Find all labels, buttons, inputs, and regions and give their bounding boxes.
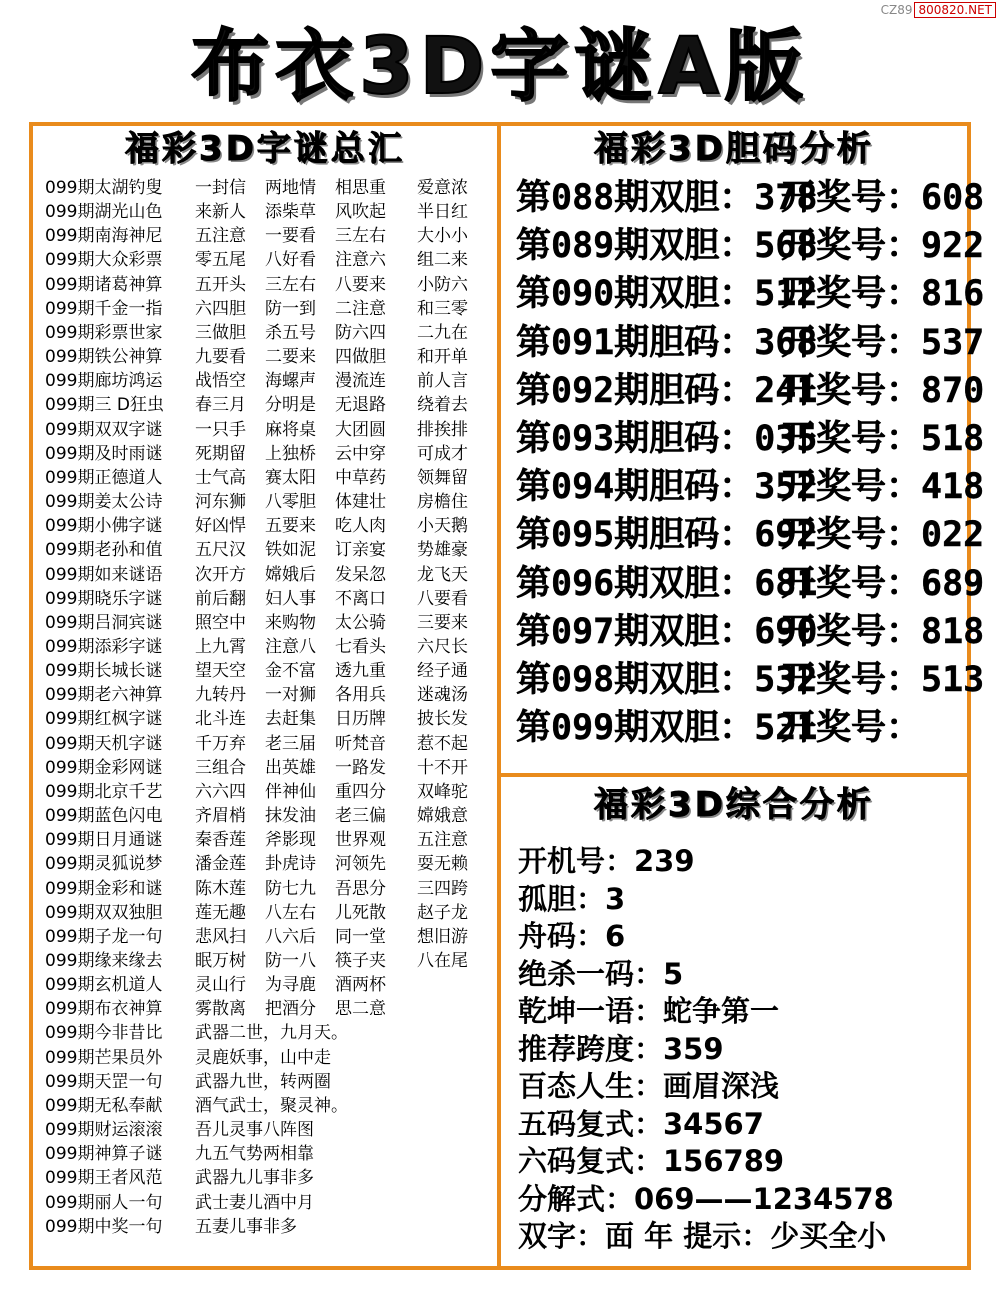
- riddle-row: [45, 490, 495, 514]
- riddle-clue: 漫流连: [335, 371, 386, 392]
- riddle-clue: 九转丹: [195, 685, 246, 706]
- riddle-clue: 吃人肉: [335, 516, 386, 537]
- dan-row: [516, 222, 985, 270]
- riddle-clue: 嫦娥后: [265, 564, 316, 585]
- riddle-clue: 老三届: [265, 733, 316, 754]
- riddle-clue: 出英雄: [265, 757, 316, 778]
- riddle-clue: 二九在: [417, 322, 468, 343]
- riddle-clue: 陈木莲: [195, 878, 246, 899]
- draw-result: 开奖号：689: [781, 563, 985, 604]
- riddle-row: [45, 997, 495, 1021]
- riddle-source: 099期千金一指: [45, 298, 163, 319]
- summary-item: 六码复式：156789: [518, 1144, 785, 1178]
- draw-result: 开奖号：: [781, 708, 922, 749]
- riddle-clue: 上九霄: [195, 636, 246, 657]
- summary-item: 分解式：069——1234578: [518, 1181, 894, 1216]
- watermark-prefix: CZ89: [880, 3, 913, 17]
- riddle-row: [45, 345, 495, 369]
- riddle-clue: 五注意: [417, 830, 468, 851]
- riddle-clue: 领舞留: [417, 467, 468, 488]
- riddle-clue: 和三零: [417, 298, 468, 319]
- riddle-clue: 嫦娥意: [417, 806, 468, 827]
- riddle-source: 099期缘来缘去: [45, 951, 163, 971]
- draw-result: 开奖号：816: [781, 274, 985, 315]
- dan-pick: 第095期胆码：692: [516, 515, 818, 556]
- riddle-clue: 吾思分: [335, 878, 386, 899]
- summary-item: 开机号：239: [518, 844, 695, 878]
- riddle-clue: 日历牌: [335, 709, 386, 730]
- dan-row: [516, 704, 966, 752]
- riddle-clue: 三左右: [265, 274, 316, 295]
- riddle-clue: 龙飞天: [417, 564, 468, 585]
- riddle-sentence: 武器九儿事非多: [195, 1168, 314, 1189]
- riddle-clue: 三做胆: [195, 322, 246, 343]
- riddle-clue: 八零胆: [265, 492, 316, 513]
- riddle-clue: 好凶悍: [195, 516, 246, 537]
- riddle-clue: 八好看: [265, 250, 316, 271]
- riddle-clue: 千万弃: [195, 733, 246, 754]
- riddle-clue: 十不开: [417, 757, 468, 778]
- riddle-clue: 太公骑: [335, 612, 386, 633]
- riddle-clue: 防六四: [335, 322, 386, 343]
- dan-row: [516, 415, 985, 463]
- riddle-source: 099期丽人一句: [45, 1192, 163, 1213]
- riddle-clue: 一要看: [265, 226, 316, 247]
- riddle-clue: 五开头: [195, 274, 246, 295]
- draw-result: 开奖号：418: [781, 467, 985, 508]
- riddle-clue: 防一到: [265, 298, 316, 319]
- riddle-row: [45, 804, 495, 828]
- summary-section-title: 福彩3D综合分析: [594, 785, 874, 825]
- riddle-sentence-row: [45, 1215, 495, 1239]
- riddle-clue: 士气高: [195, 467, 246, 488]
- riddle-clue: 排挨排: [417, 419, 468, 440]
- riddle-row: [45, 466, 495, 490]
- riddle-clue: 各用兵: [335, 685, 386, 706]
- riddle-clue: 组二来: [417, 250, 468, 271]
- riddle-clue: 潘金莲: [195, 854, 246, 875]
- vertical-divider: [497, 122, 501, 1270]
- riddle-source: 099期小佛字谜: [45, 516, 163, 537]
- riddle-clue: 北斗连: [195, 709, 246, 730]
- riddle-clue: 防七九: [265, 878, 316, 899]
- riddle-clue: 相思重: [335, 178, 386, 198]
- summary-item: 百态人生：画眉深浅: [518, 1069, 780, 1103]
- riddle-clue: 一封信: [195, 178, 246, 198]
- riddle-clue: 可成才: [417, 443, 468, 464]
- riddle-clue: 半日红: [417, 202, 468, 223]
- riddle-clue: 妇人事: [265, 588, 316, 609]
- riddle-row: [45, 393, 495, 417]
- riddle-source: 099期吕洞宾谜: [45, 612, 163, 633]
- riddle-clue: 四做胆: [335, 347, 386, 368]
- draw-result: 开奖号：518: [781, 419, 985, 460]
- riddle-clue: 前人言: [417, 371, 468, 392]
- dan-row: [516, 174, 985, 222]
- summary-list: [518, 843, 968, 1256]
- riddle-row: [45, 538, 495, 562]
- riddle-source: 099期金彩和谜: [45, 878, 163, 899]
- riddle-row: [45, 563, 495, 587]
- riddle-sentence: 武士妻儿酒中月: [195, 1192, 314, 1213]
- riddle-clue: 思二意: [335, 999, 386, 1020]
- riddle-clue: 赛太阳: [265, 467, 316, 488]
- riddle-source: 099期铁公神算: [45, 347, 163, 368]
- dan-row: [516, 560, 985, 608]
- riddle-clue: 势雄豪: [417, 540, 468, 561]
- riddle-clue: 秦香莲: [195, 830, 246, 851]
- riddle-row: [45, 442, 495, 466]
- riddle-source: 099期芒果员外: [45, 1047, 163, 1068]
- riddle-clue: 前后翻: [195, 588, 246, 609]
- riddle-source: 099期财运滚滚: [45, 1120, 163, 1141]
- riddle-clue: 次开方: [195, 564, 246, 585]
- dan-pick: 第090期双胆：512: [516, 274, 818, 315]
- draw-result: 开奖号：922: [781, 226, 985, 267]
- riddle-sentence: 九五气势两相靠: [195, 1144, 314, 1165]
- riddle-clue: 听梵音: [335, 733, 386, 754]
- watermark-site: 800820.NET: [914, 2, 996, 18]
- riddle-source: 099期诸葛神算: [45, 274, 163, 295]
- riddle-clue: 三四跨: [417, 878, 468, 899]
- riddle-source: 099期添彩字谜: [45, 636, 163, 657]
- riddle-row: [45, 659, 495, 683]
- riddle-row: [45, 418, 495, 442]
- riddle-clue: 分明是: [265, 395, 316, 416]
- riddle-clue: 铁如泥: [265, 540, 316, 561]
- riddle-source: 099期老孙和值: [45, 540, 163, 561]
- riddle-clue: 发呆忽: [335, 564, 386, 585]
- riddle-clue: 八要来: [335, 274, 386, 295]
- summary-item: 孤胆：3: [518, 881, 626, 916]
- riddle-row: [45, 877, 495, 901]
- riddle-clue: 二注意: [335, 298, 386, 319]
- riddle-clue: 注意八: [265, 636, 316, 657]
- riddle-clue: 三要来: [417, 612, 468, 633]
- riddle-source: 099期正德道人: [45, 467, 163, 488]
- riddle-clue: 来新人: [195, 202, 246, 223]
- riddle-clue: 无退路: [335, 395, 386, 416]
- draw-result: 开奖号：022: [781, 515, 985, 556]
- riddle-row: [45, 756, 495, 780]
- dan-pick: 第098期双胆：532: [516, 660, 818, 701]
- riddle-clue: 三左右: [335, 226, 386, 247]
- riddle-row: [45, 611, 495, 635]
- riddle-clue: 筷子夹: [335, 951, 386, 971]
- riddle-source: 099期红枫字谜: [45, 709, 163, 730]
- riddle-source: 099期湖光山色: [45, 202, 163, 223]
- riddle-clue: 五要来: [265, 516, 316, 537]
- dan-row: [516, 656, 985, 704]
- riddle-clue: 来购物: [265, 612, 316, 633]
- riddle-clue: 风吹起: [335, 202, 386, 223]
- riddle-clue: 六六四: [195, 781, 246, 802]
- riddle-source: 099期玄机道人: [45, 975, 163, 996]
- riddle-source: 099期长城长谜: [45, 661, 163, 682]
- horizontal-divider: [497, 773, 971, 777]
- riddle-clue: 三组合: [195, 757, 246, 778]
- riddle-clue: 二要来: [265, 347, 316, 368]
- riddle-row: [45, 780, 495, 804]
- riddle-clue: 大团圆: [335, 419, 386, 440]
- dan-pick: 第093期胆码：035: [516, 419, 818, 460]
- riddle-clue: 九要看: [195, 347, 246, 368]
- riddle-clue: 爱意浓: [417, 178, 468, 198]
- riddle-clue: 斧影现: [265, 830, 316, 851]
- riddle-clue: 和开单: [417, 347, 468, 368]
- riddle-row: [45, 925, 495, 949]
- dan-pick: 第094期胆码：352: [516, 467, 818, 508]
- riddle-source: 099期三 D狂虫: [45, 395, 164, 416]
- riddle-clue: 上独桥: [265, 443, 316, 464]
- riddle-clue: 透九重: [335, 661, 386, 682]
- riddle-row: [45, 901, 495, 925]
- page-title: 布衣3D字谜A版: [191, 22, 809, 112]
- riddle-clue: 杀五号: [265, 322, 316, 343]
- watermark: [881, 2, 996, 18]
- riddle-clue: 八要看: [417, 588, 468, 609]
- riddle-sentence: 武器二世，九月天。: [195, 1023, 348, 1044]
- riddle-section-title: 福彩3D字谜总汇: [125, 129, 405, 169]
- riddle-row: [45, 635, 495, 659]
- draw-result: 开奖号：608: [781, 178, 985, 218]
- riddle-row: [45, 224, 495, 248]
- riddle-source: 099期天机字谜: [45, 733, 163, 754]
- riddle-sentence: 灵鹿妖事，山中走: [195, 1047, 331, 1068]
- riddle-source: 099期如来谜语: [45, 564, 163, 585]
- riddle-source: 099期彩票世家: [45, 322, 163, 343]
- riddle-clue: 雾散离: [195, 999, 246, 1020]
- riddle-clue: 眠万树: [195, 951, 246, 971]
- riddle-clue: 悲风扫: [195, 926, 246, 947]
- riddle-clue: 注意六: [335, 250, 386, 271]
- dan-row: [516, 367, 985, 415]
- dan-pick: 第091期胆码：368: [516, 322, 818, 363]
- draw-result: 开奖号：513: [781, 660, 985, 701]
- riddle-clue: 五注意: [195, 226, 246, 247]
- riddle-clue: 麻将桌: [265, 419, 316, 440]
- riddle-sentence-row: [45, 1021, 495, 1045]
- riddle-row: [45, 248, 495, 272]
- riddle-clue: 七看头: [335, 636, 386, 657]
- riddle-clue: 迷魂汤: [417, 685, 468, 706]
- riddle-source: 099期神算子谜: [45, 1144, 163, 1165]
- riddle-clue: 伴神仙: [265, 781, 316, 802]
- riddle-source: 099期天罡一句: [45, 1071, 163, 1092]
- riddle-row: [45, 273, 495, 297]
- riddle-clue: 六尺长: [417, 636, 468, 657]
- riddle-source: 099期无私奉献: [45, 1095, 163, 1116]
- riddle-row: [45, 297, 495, 321]
- riddle-clue: 耍无赖: [417, 854, 468, 875]
- riddle-row: [45, 852, 495, 876]
- riddle-source: 099期双双字谜: [45, 419, 163, 440]
- riddle-source: 099期晓乐字谜: [45, 588, 163, 609]
- riddle-row: [45, 828, 495, 852]
- riddle-source: 099期廊坊鸿运: [45, 371, 163, 392]
- dan-row: [516, 608, 985, 656]
- riddle-clue: 老三偏: [335, 806, 386, 827]
- riddle-row: [45, 949, 495, 973]
- riddle-clue: 一只手: [195, 419, 246, 440]
- riddle-clue: 河领先: [335, 854, 386, 875]
- riddle-clue: 披长发: [417, 709, 468, 730]
- summary-item: 舟码：6: [518, 919, 626, 953]
- riddle-clue: [417, 997, 487, 1021]
- riddle-clue: 云中穿: [335, 443, 386, 464]
- riddle-source: 099期及时雨谜: [45, 443, 163, 464]
- riddle-clue: 齐眉梢: [195, 806, 246, 827]
- riddle-source: 099期大众彩票: [45, 250, 163, 271]
- riddle-clue: 双峰驼: [417, 781, 468, 802]
- dan-pick: 第099期双胆：521: [516, 708, 818, 749]
- riddle-row: [45, 587, 495, 611]
- riddle-clue: 惹不起: [417, 733, 468, 754]
- riddle-source: 099期中奖一句: [45, 1216, 163, 1237]
- riddle-clue: 战悟空: [195, 371, 246, 392]
- dan-pick: 第092期胆码：241: [516, 370, 818, 411]
- riddle-clue: 八六后: [265, 926, 316, 947]
- riddle-row: [45, 973, 495, 997]
- riddle-clue: 一对狮: [265, 685, 316, 706]
- dan-list: [516, 174, 985, 752]
- riddle-clue: 莲无趣: [195, 902, 246, 923]
- riddle-sentence: 武器九世，转两圈: [195, 1071, 331, 1092]
- riddle-source: 099期双双独胆: [45, 902, 163, 923]
- riddle-clue: 为寻鹿: [265, 975, 316, 996]
- dan-pick: 第097期双胆：690: [516, 611, 818, 652]
- draw-result: 开奖号：537: [781, 322, 985, 363]
- dan-pick: 第089期双胆：568: [516, 226, 818, 267]
- riddle-clue: 去赶集: [265, 709, 316, 730]
- riddle-clue: 六四胆: [195, 298, 246, 319]
- riddle-clue: 一路发: [335, 757, 386, 778]
- riddle-source: 099期王者风范: [45, 1168, 163, 1189]
- riddle-sentence-row: [45, 1046, 495, 1070]
- dan-row: [516, 270, 985, 318]
- draw-result: 开奖号：870: [781, 370, 985, 411]
- riddle-row: [45, 514, 495, 538]
- riddle-clue: 中草药: [335, 467, 386, 488]
- summary-item: 双字：面 年 提示：少买全小: [518, 1219, 887, 1253]
- riddle-clue: 零五尾: [195, 250, 246, 271]
- riddle-sentence-row: [45, 1118, 495, 1142]
- riddle-clue: 八在尾: [417, 951, 468, 971]
- riddle-clue: 酒两杯: [335, 975, 386, 996]
- riddle-clue: 金不富: [265, 661, 316, 682]
- riddle-clue: 照空中: [195, 612, 246, 633]
- riddle-row: [45, 369, 495, 393]
- riddle-source: 099期灵狐说梦: [45, 854, 163, 875]
- riddle-source: 099期姜太公诗: [45, 492, 163, 513]
- riddle-source: 099期蓝色闪电: [45, 806, 163, 827]
- riddle-list: [45, 176, 495, 1239]
- riddle-clue: 八左右: [265, 902, 316, 923]
- riddle-clue: 大小小: [417, 226, 468, 247]
- riddle-clue: 不离口: [335, 588, 386, 609]
- riddle-source: 099期日月通谜: [45, 830, 163, 851]
- riddle-clue: 儿死散: [335, 902, 386, 923]
- riddle-sentence-row: [45, 1070, 495, 1094]
- riddle-clue: 防一八: [265, 951, 316, 971]
- riddle-row: [45, 707, 495, 731]
- riddle-source: 099期今非昔比: [45, 1023, 163, 1044]
- riddle-clue: [417, 973, 487, 997]
- dan-pick: 第088期双胆：378: [516, 178, 818, 218]
- dan-row: [516, 463, 985, 511]
- riddle-sentence: 五妻儿事非多: [195, 1216, 297, 1237]
- dan-section-title: 福彩3D胆码分析: [594, 129, 874, 169]
- riddle-clue: 想旧游: [417, 926, 468, 947]
- riddle-clue: 卦虎诗: [265, 854, 316, 875]
- riddle-clue: 添柴草: [265, 202, 316, 223]
- riddle-sentence: 酒气武士，聚灵神。: [195, 1095, 348, 1116]
- summary-item: 绝杀一码：5: [518, 956, 684, 991]
- dan-pick: 第096期双胆：681: [516, 563, 818, 604]
- riddle-clue: 小防六: [417, 274, 468, 295]
- riddle-source: 099期子龙一句: [45, 926, 163, 947]
- riddle-clue: 同一堂: [335, 926, 386, 947]
- riddle-source: 099期布衣神算: [45, 999, 163, 1020]
- riddle-clue: 死期留: [195, 443, 246, 464]
- summary-item: 推荐跨度：359: [518, 1031, 724, 1066]
- riddle-source: 099期老六神算: [45, 685, 163, 706]
- riddle-sentence: 吾儿灵事八阵图: [195, 1120, 314, 1141]
- riddle-clue: 海螺声: [265, 371, 316, 392]
- summary-item: 五码复式：34567: [518, 1106, 764, 1141]
- draw-result: 开奖号：818: [781, 611, 985, 652]
- riddle-clue: 小天鹅: [417, 516, 468, 537]
- riddle-source: 099期北京千艺: [45, 781, 163, 802]
- dan-row: [516, 511, 985, 559]
- riddle-row: [45, 200, 495, 224]
- riddle-row: [45, 176, 495, 200]
- riddle-row: [45, 683, 495, 707]
- riddle-clue: 灵山行: [195, 975, 246, 996]
- riddle-clue: 重四分: [335, 781, 386, 802]
- riddle-sentence-row: [45, 1191, 495, 1215]
- riddle-sentence-row: [45, 1166, 495, 1190]
- riddle-clue: 经子通: [417, 661, 468, 682]
- riddle-row: [45, 321, 495, 345]
- dan-row: [516, 319, 985, 367]
- riddle-clue: 订亲宴: [335, 540, 386, 561]
- riddle-clue: 世界观: [335, 830, 386, 851]
- riddle-clue: 望天空: [195, 661, 246, 682]
- riddle-clue: 春三月: [195, 395, 246, 416]
- riddle-clue: 把酒分: [265, 999, 316, 1020]
- riddle-clue: 抹发油: [265, 806, 316, 827]
- riddle-row: [45, 732, 495, 756]
- riddle-clue: 房檐住: [417, 492, 468, 513]
- riddle-clue: 五尺汉: [195, 540, 246, 561]
- riddle-clue: 河东狮: [195, 492, 246, 513]
- riddle-clue: 两地情: [265, 178, 316, 198]
- riddle-sentence-row: [45, 1094, 495, 1118]
- riddle-source: 099期南海神尼: [45, 226, 163, 247]
- riddle-clue: 绕着去: [417, 395, 468, 416]
- riddle-clue: 赵子龙: [417, 902, 468, 923]
- riddle-clue: 体建壮: [335, 492, 386, 513]
- riddle-source: 099期金彩网谜: [45, 757, 163, 778]
- riddle-sentence-row: [45, 1142, 495, 1166]
- summary-item: 乾坤一语：蛇争第一: [518, 994, 780, 1028]
- riddle-source: 099期太湖钓叟: [45, 178, 163, 198]
